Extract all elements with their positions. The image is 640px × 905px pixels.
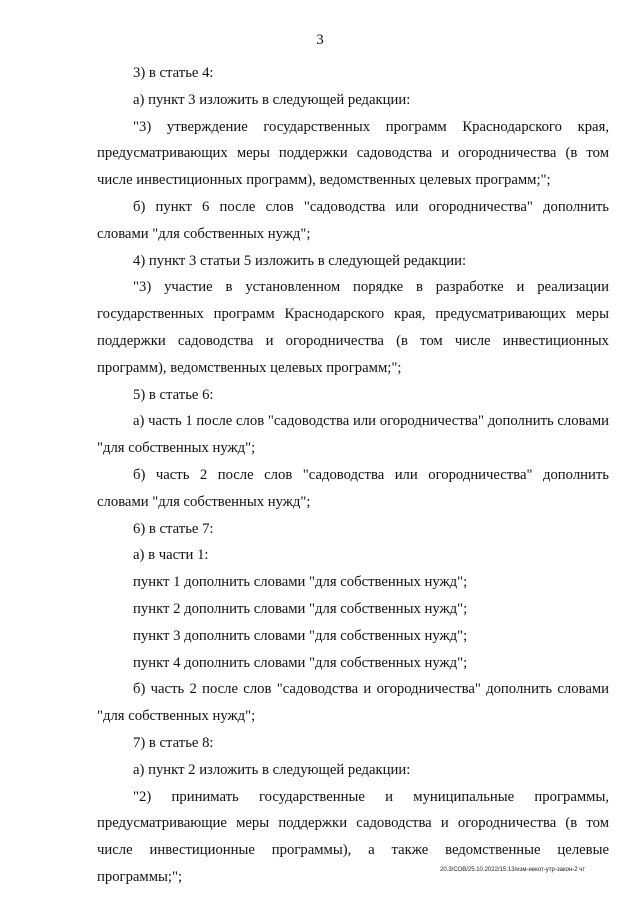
paragraph: "2) принимать государственные и муниципальные программы, предусматривающие меры поддержки садоводства и огородничества (в том числе инвестиционные программы), а также ведомственные целевые программы;";	[97, 788, 609, 885]
paragraph: 3) в статье 4:	[133, 65, 214, 81]
document-body	[97, 60, 609, 891]
paragraph: а) часть 1 после слов "садоводства или огородничества" дополнить словами "для собственных нужд";	[97, 413, 609, 457]
paragraph: б) часть 2 после слов "садоводства и огородничества" дополнить словами "для собственных нужд";	[97, 681, 609, 725]
paragraph: пункт 3 дополнить словами "для собственных нужд";	[133, 627, 468, 644]
paragraph: 5) в статье 6:	[133, 386, 214, 403]
paragraph: пункт 4 дополнить словами "для собственных нужд";	[133, 654, 468, 671]
footer-stamp: 20.3/СОВ/25.10.2022/15:13/изм-некот-утр-закон-2 чт	[440, 867, 586, 873]
paragraph: б) пункт 6 после слов "садоводства или огородничества" дополнить словами "для собственных нужд";	[97, 198, 609, 242]
paragraph: пункт 2 дополнить словами "для собственных нужд";	[133, 600, 468, 617]
paragraph: 7) в статье 8:	[133, 734, 214, 751]
paragraph: а) пункт 2 изложить в следующей редакции:	[133, 761, 411, 778]
paragraph: "3) утверждение государственных программ Краснодарского края, предусматривающих меры поддержки садоводства и огородничества (в том числе инвестиционных программ), ведомственных целевых программ;";	[97, 118, 609, 189]
paragraph: б) часть 2 после слов "садоводства или огородничества" дополнить словами "для собственных нужд";	[97, 466, 609, 510]
paragraph: 6) в статье 7:	[133, 520, 214, 537]
paragraph: 4) пункт 3 статьи 5 изложить в следующей редакции:	[133, 252, 467, 269]
page-number: 3	[316, 32, 324, 48]
paragraph: пункт 1 дополнить словами "для собственных нужд";	[133, 574, 468, 591]
paragraph: "3) участие в установленном порядке в разработке и реализации государственных программ Краснодарского края, предусматривающих меры поддержки садоводства и огородничества (в том числе инвестиционных программ), ведомственных целевых программ;";	[97, 279, 609, 376]
paragraph: а) пункт 3 изложить в следующей редакции:	[133, 91, 411, 108]
paragraph: а) в части 1:	[133, 547, 209, 564]
